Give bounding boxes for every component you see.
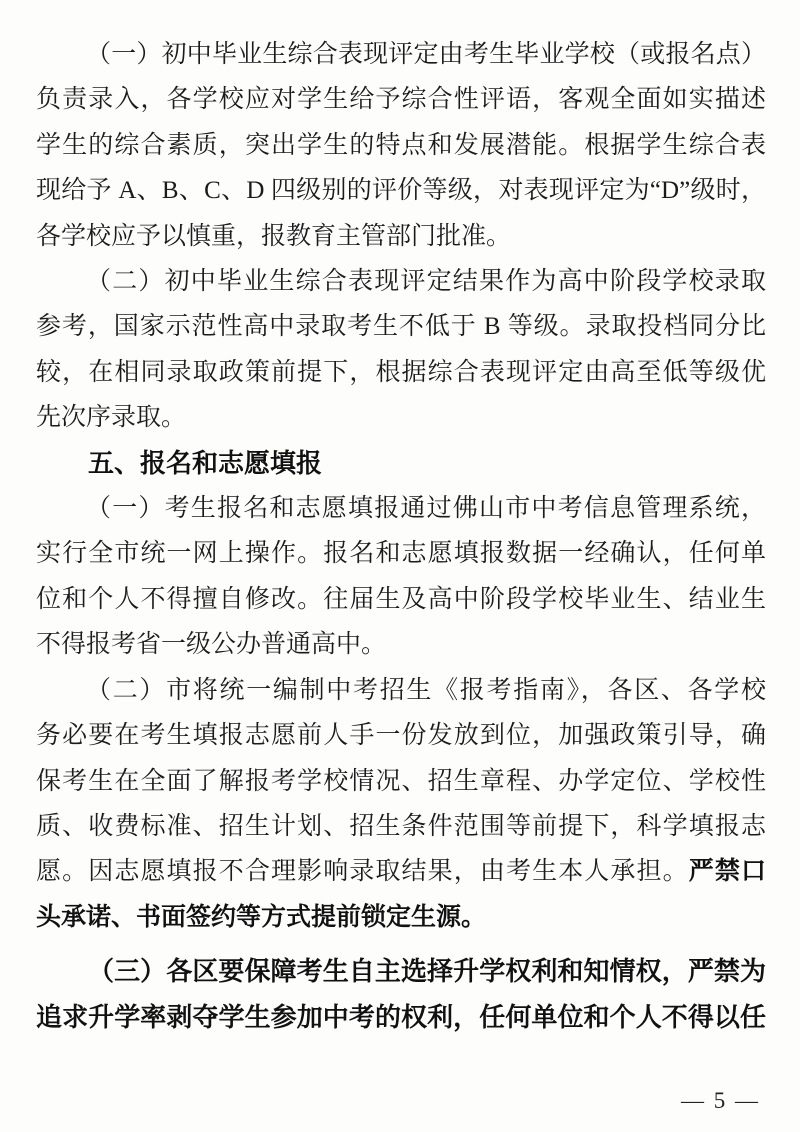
text-run: 质、收费标准、招生计划、招生条件范围等前提下，科学填报志 (36, 812, 766, 840)
para-section5-item3 (36, 949, 766, 1040)
para-section4-item2 (36, 259, 766, 441)
text-run: （一）初中毕业生综合表现评定由考生毕业学校（或报名点） (86, 41, 766, 68)
text-run: 愿。因志愿填报不合理影响录取结果，由考生本人承担。 (36, 858, 689, 886)
text-run: 现给予 A、B、C、D 四级别的评价等级，对表现评定为“D”级时， (36, 177, 766, 205)
text-run: （二）初中毕业生综合表现评定结果作为高中阶段学校录取 (86, 268, 766, 296)
text-line (36, 759, 766, 804)
text-line (36, 441, 766, 486)
text-line (36, 668, 766, 713)
text-line (36, 577, 766, 622)
text-run: 务必要在考生填报志愿前人手一份发放到位，加强政策引导，确 (36, 722, 766, 750)
bold-text-run: （三）各区要保障考生自主选择升学权利和知情权，严禁为 (88, 956, 766, 987)
text-line (36, 531, 766, 576)
bold-text-run: 五、报名和志愿填报 (88, 447, 323, 478)
text-run: 各学校应予以慎重，报教育主管部门批准。 (36, 222, 512, 250)
text-line (36, 995, 766, 1040)
text-line (36, 32, 766, 77)
heading-section5 (36, 441, 766, 486)
text-line (36, 622, 766, 667)
para-section5-item1 (36, 486, 766, 668)
text-line (36, 168, 766, 213)
text-line (36, 77, 766, 122)
text-run: 参考，国家示范性高中录取考生不低于 B 等级。录取投档同分比 (36, 313, 766, 341)
text-run: 负责录入，各学校应对学生给予综合性评语，客观全面如实描述 (36, 86, 766, 114)
bold-text-run: 追求升学率剥夺学生参加中考的权利，任何单位和个人不得以任 (36, 1001, 766, 1032)
bold-text-run: 严禁口 (688, 857, 766, 886)
text-line (36, 713, 766, 758)
para-section4-item1 (36, 32, 766, 259)
text-line (36, 486, 766, 531)
text-line (36, 849, 766, 894)
text-run: 不得报考省一级公办普通高中。 (36, 631, 387, 659)
document-body (36, 32, 766, 1040)
text-run: 较，在相同录取政策前提下，根据综合表现评定由高至低等级优 (36, 358, 766, 386)
text-line (36, 395, 766, 440)
text-line (36, 895, 766, 940)
text-line (36, 350, 766, 395)
text-run: （一）考生报名和志愿填报通过佛山市中考信息管理系统， (86, 495, 766, 523)
text-line (36, 804, 766, 849)
bold-text-run: 头承诺、书面签约等方式提前锁定生源。 (36, 902, 487, 931)
text-run: 保考生在全面了解报考学校情况、招生章程、办学定位、学校性 (36, 767, 766, 795)
para-section5-item2 (36, 668, 766, 940)
text-line (36, 123, 766, 168)
text-line (36, 259, 766, 304)
text-line (36, 214, 766, 259)
page-number: — 5 — (681, 1088, 760, 1113)
text-run: 先次序录取。 (36, 404, 187, 432)
text-run: 学生的综合素质，突出学生的特点和发展潜能。根据学生综合表 (36, 131, 766, 159)
text-run: （二）市将统一编制中考招生《报考指南》，各区、各学校 (86, 676, 766, 704)
text-line (36, 304, 766, 349)
text-run: 位和个人不得擅自修改。往届生及高中阶段学校毕业生、结业生 (36, 585, 766, 613)
text-line (36, 949, 766, 994)
text-run: 实行全市统一网上操作。报名和志愿填报数据一经确认，任何单 (36, 540, 766, 568)
